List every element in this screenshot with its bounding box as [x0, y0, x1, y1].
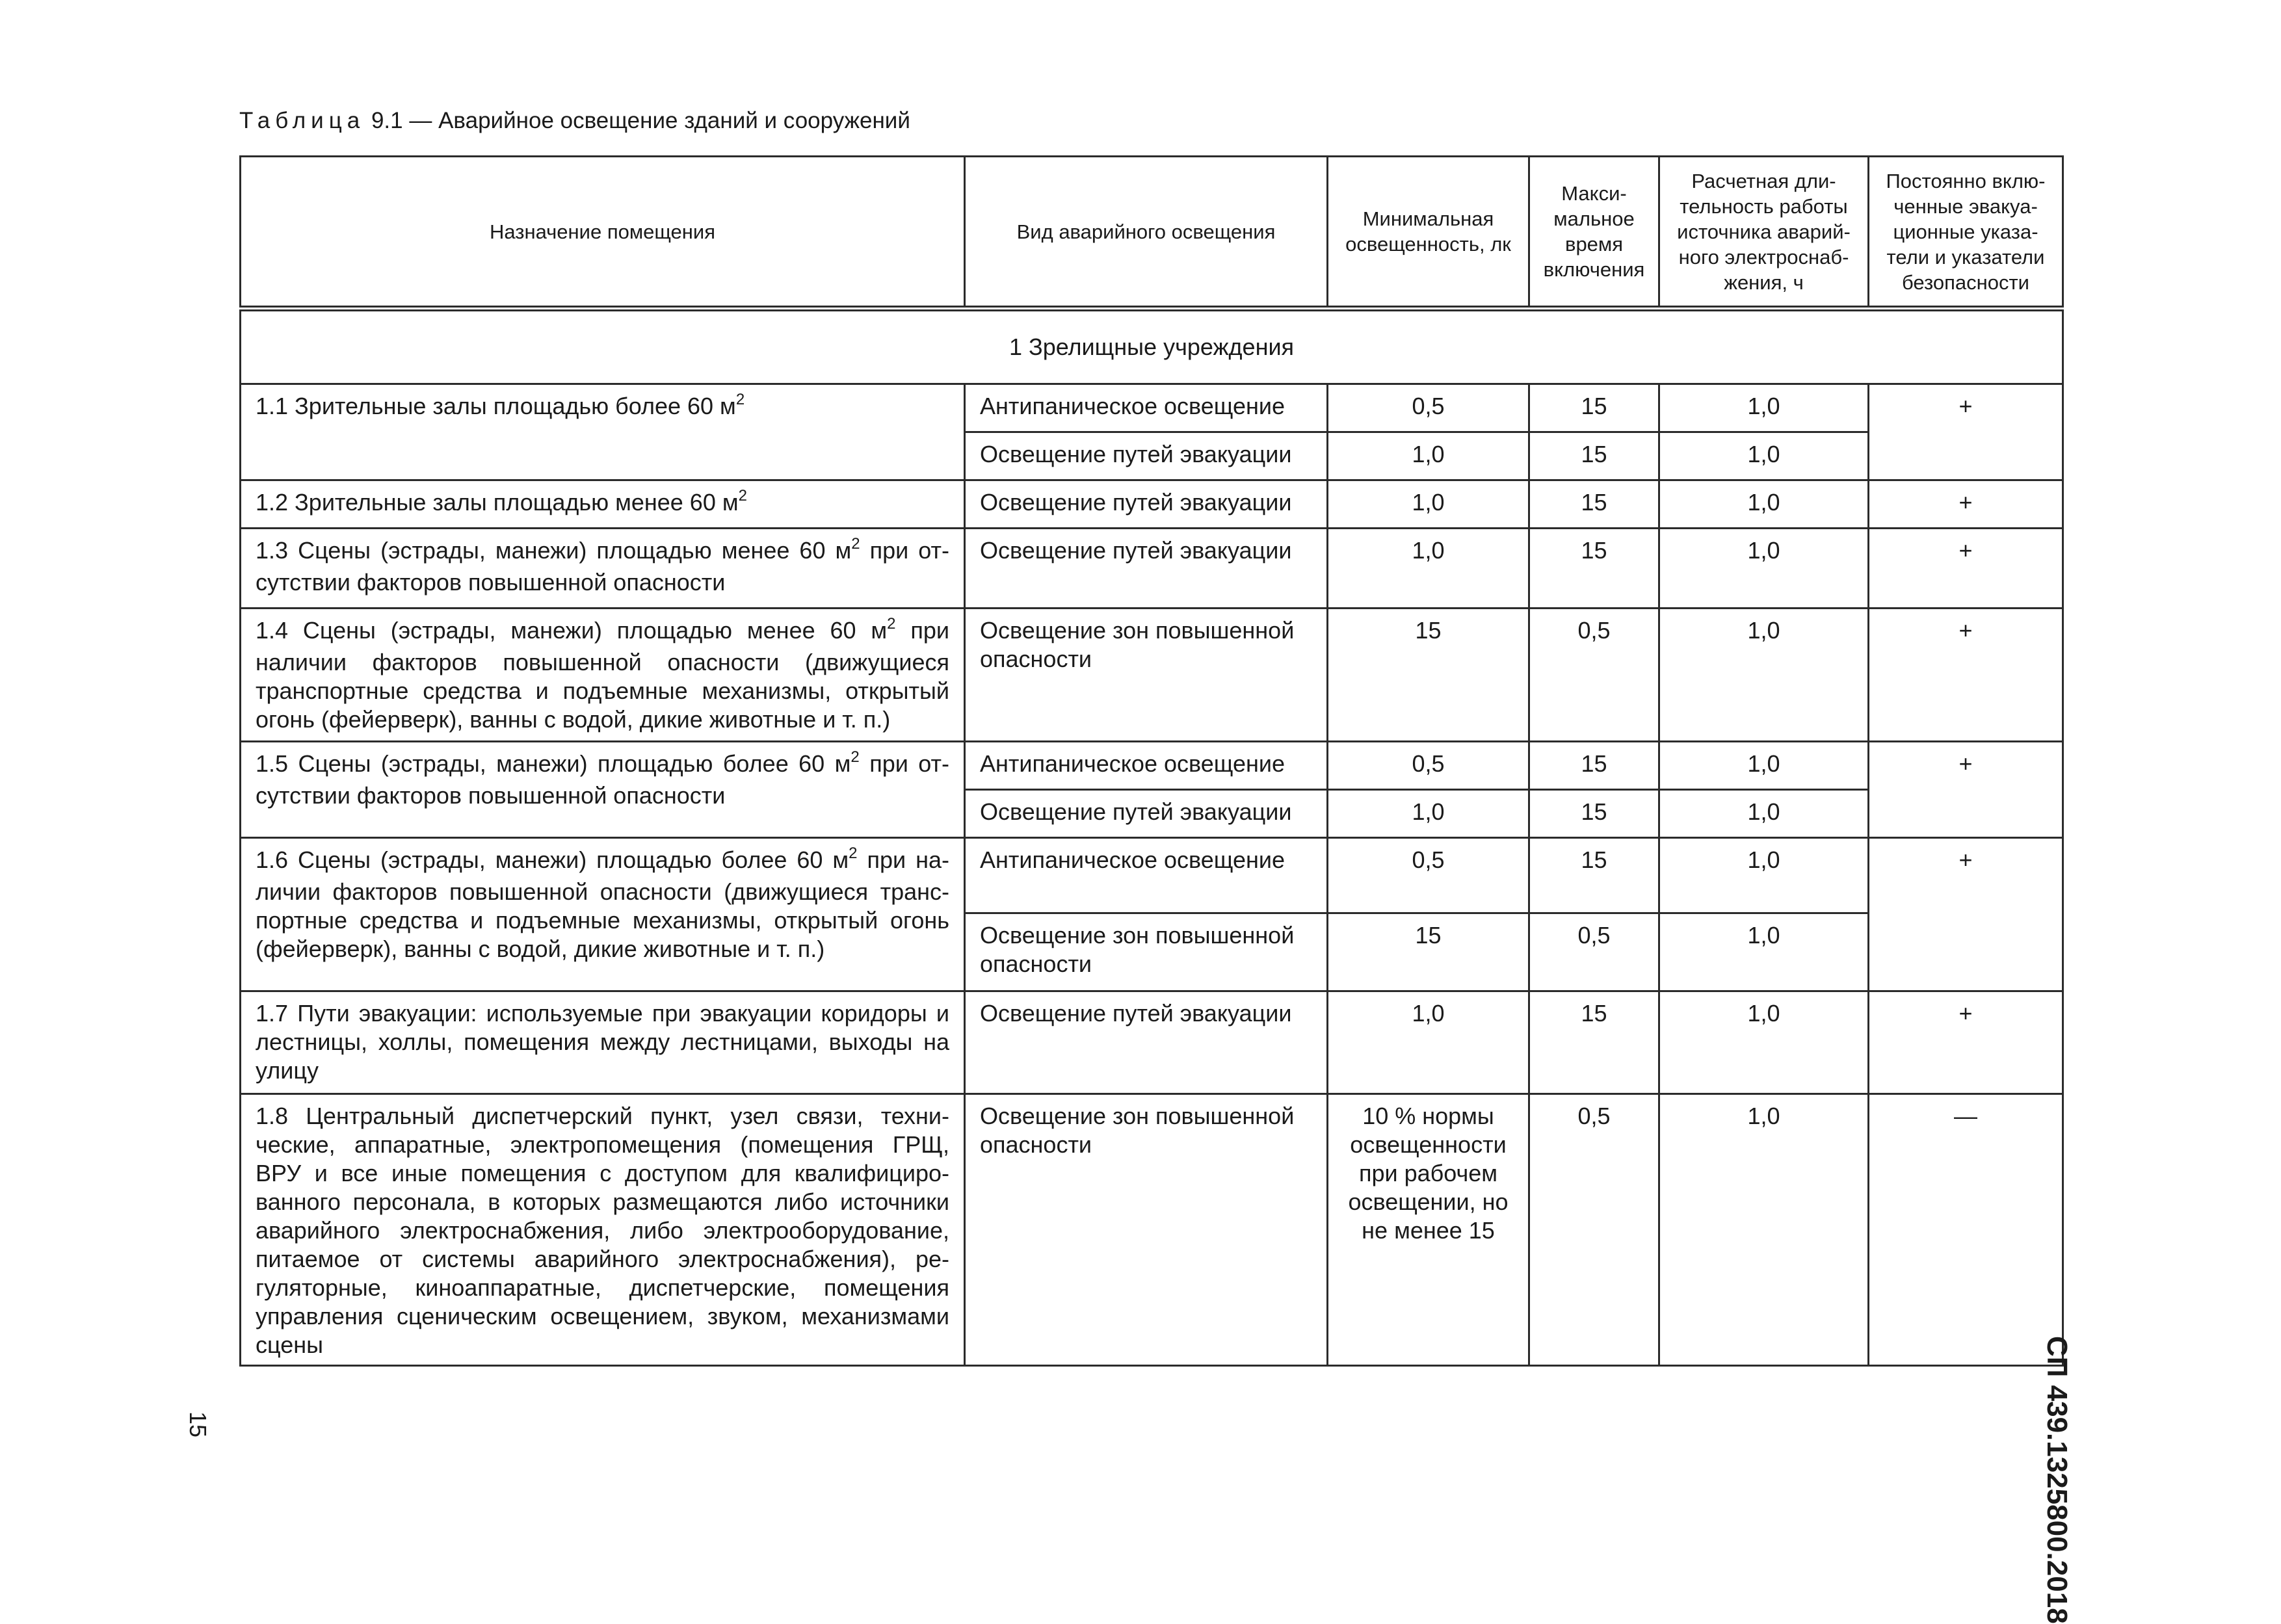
section-title: 1 Зрелищные учреждения	[241, 309, 2063, 384]
header-max-switch-time: Макси- мальное время включения	[1529, 157, 1659, 309]
min-illuminance: 10 % нормы освещенности при рабочем освещении, но не менее 15	[1328, 1094, 1529, 1366]
switch-time: 15	[1529, 838, 1659, 913]
row-1-4-description	[241, 609, 965, 742]
duration: 1,0	[1659, 1094, 1869, 1366]
header-exit-signs: Постоянно вклю- ченные эвакуа- ционные указа- тели и указатели безопасности	[1869, 157, 2063, 309]
exit-sign-mark: —	[1869, 1094, 2063, 1366]
min-illuminance: 1,0	[1328, 790, 1529, 838]
table-row	[241, 838, 2063, 913]
header-row	[241, 157, 2063, 309]
lighting-type: Освещение путей эвакуации	[965, 790, 1328, 838]
switch-time: 0,5	[1529, 609, 1659, 742]
header-purpose: Назначение помещения	[241, 157, 965, 309]
document-code: СП 439.1325800.2018	[2041, 1336, 2073, 1624]
duration: 1,0	[1659, 529, 1869, 609]
description-text: 1.1 Зрительные залы площадью более 60 м	[256, 393, 736, 419]
duration: 1,0	[1659, 432, 1869, 480]
duration: 1,0	[1659, 838, 1869, 913]
exit-sign-mark: +	[1869, 991, 2063, 1094]
switch-time: 15	[1529, 480, 1659, 529]
row-1-3-description	[241, 529, 965, 609]
exit-sign-mark: +	[1869, 480, 2063, 529]
description-text: 1.2 Зрительные залы площадью менее 60 м	[256, 489, 739, 516]
switch-time: 15	[1529, 991, 1659, 1094]
caption-number: 9.1	[371, 108, 403, 133]
exit-sign-mark: +	[1869, 529, 2063, 609]
lighting-type: Освещение зон повышенной опасности	[965, 609, 1328, 742]
description-text-cont: при от- сутствии факторов повышенной опасности	[256, 537, 949, 596]
switch-time: 15	[1529, 432, 1659, 480]
table-caption	[239, 107, 910, 135]
switch-time: 15	[1529, 529, 1659, 609]
emergency-lighting-table	[239, 155, 2064, 1367]
row-1-5-description	[241, 742, 965, 838]
table-row	[241, 480, 2063, 529]
switch-time: 0,5	[1529, 1094, 1659, 1366]
duration: 1,0	[1659, 480, 1869, 529]
min-illuminance: 0,5	[1328, 838, 1529, 913]
min-illuminance: 0,5	[1328, 384, 1529, 432]
lighting-type: Освещение зон повышенной опасности	[965, 1094, 1328, 1366]
description-text-cont: при на- личии факторов повышенной опасности (движущиеся транс- портные средства и подъемные механизмы, открытый огонь (фейерверк), ванны с водой, дикие животные и т. п.)	[256, 846, 949, 962]
exit-sign-mark: +	[1869, 609, 2063, 742]
min-illuminance: 1,0	[1328, 432, 1529, 480]
table-row	[241, 742, 2063, 790]
duration: 1,0	[1659, 384, 1869, 432]
description-text-cont: при наличии факторов повышенной опасности (движущиеся транспортные средства и подъемные механизмы, открытый огонь (фейерверк), ванны с водой, дикие животные и т. п.)	[256, 617, 949, 733]
min-illuminance: 15	[1328, 913, 1529, 991]
caption-label: Таблица	[239, 108, 365, 133]
section-row	[241, 309, 2063, 384]
row-1-1-description	[241, 384, 965, 480]
table-row	[241, 1094, 2063, 1366]
lighting-type: Антипаническое освещение	[965, 384, 1328, 432]
description-text: 1.6 Сцены (эстрады, манежи) площадью более 60 м	[256, 846, 849, 873]
superscript: 2	[850, 748, 860, 766]
description-text-cont: при от- сутствии факторов повышенной опасности	[256, 750, 949, 809]
exit-sign-mark: +	[1869, 838, 2063, 991]
lighting-type: Освещение путей эвакуации	[965, 480, 1328, 529]
duration: 1,0	[1659, 742, 1869, 790]
description-text: 1.4 Сцены (эстрады, манежи) площадью менее 60 м	[256, 617, 888, 644]
header-duration: Расчетная дли- тельность работы источника аварий- ного электроснаб- жения, ч	[1659, 157, 1869, 309]
table-row	[241, 529, 2063, 609]
row-1-2-description	[241, 480, 965, 529]
exit-sign-mark: +	[1869, 384, 2063, 480]
duration: 1,0	[1659, 913, 1869, 991]
superscript: 2	[849, 845, 858, 862]
min-illuminance: 15	[1328, 609, 1529, 742]
switch-time: 15	[1529, 384, 1659, 432]
duration: 1,0	[1659, 790, 1869, 838]
caption-text: — Аварийное освещение зданий и сооружений	[409, 108, 910, 133]
lighting-type: Освещение путей эвакуации	[965, 529, 1328, 609]
switch-time: 15	[1529, 742, 1659, 790]
switch-time: 15	[1529, 790, 1659, 838]
lighting-type: Освещение зон повышенной опасности	[965, 913, 1328, 991]
lighting-type: Освещение путей эвакуации	[965, 991, 1328, 1094]
exit-sign-mark: +	[1869, 742, 2063, 838]
lighting-type: Освещение путей эвакуации	[965, 432, 1328, 480]
lighting-type: Антипаническое освещение	[965, 742, 1328, 790]
row-1-7-description: 1.7 Пути эвакуации: используемые при эвакуации коридоры и лестницы, холлы, помещения между лестницами, выходы на улицу	[241, 991, 965, 1094]
table-row	[241, 991, 2063, 1094]
min-illuminance: 1,0	[1328, 480, 1529, 529]
superscript: 2	[851, 535, 860, 553]
header-lighting-type: Вид аварийного освещения	[965, 157, 1328, 309]
header-min-illuminance: Минимальная освещенность, лк	[1328, 157, 1529, 309]
duration: 1,0	[1659, 609, 1869, 742]
description-text: 1.5 Сцены (эстрады, манежи) площадью более 60 м	[256, 750, 851, 777]
table-row	[241, 384, 2063, 432]
superscript: 2	[738, 487, 747, 504]
superscript: 2	[735, 391, 745, 408]
switch-time: 0,5	[1529, 913, 1659, 991]
duration: 1,0	[1659, 991, 1869, 1094]
min-illuminance: 0,5	[1328, 742, 1529, 790]
description-text: 1.3 Сцены (эстрады, манежи) площадью менее 60 м	[256, 537, 852, 564]
table-row	[241, 609, 2063, 742]
lighting-type: Антипаническое освещение	[965, 838, 1328, 913]
superscript: 2	[887, 615, 896, 633]
min-illuminance: 1,0	[1328, 529, 1529, 609]
page-number: 15	[185, 1411, 212, 1438]
row-1-8-description: 1.8 Центральный диспетчерский пункт, узел связи, техни- ческие, аппаратные, электропомещения (помещения ГРЩ, ВРУ и все иные помещения с доступом для квалифициро- ванного персонала, в которых размещаются либо источники аварийного электроснабжения, либо электрооборудование, питаемое от системы аварийного электроснабжения), ре- гуляторные, киноаппаратные, диспетчерские, помещения управления сценическим освещением, звуком, механизмами сцены	[241, 1094, 965, 1366]
row-1-6-description	[241, 838, 965, 991]
min-illuminance: 1,0	[1328, 991, 1529, 1094]
